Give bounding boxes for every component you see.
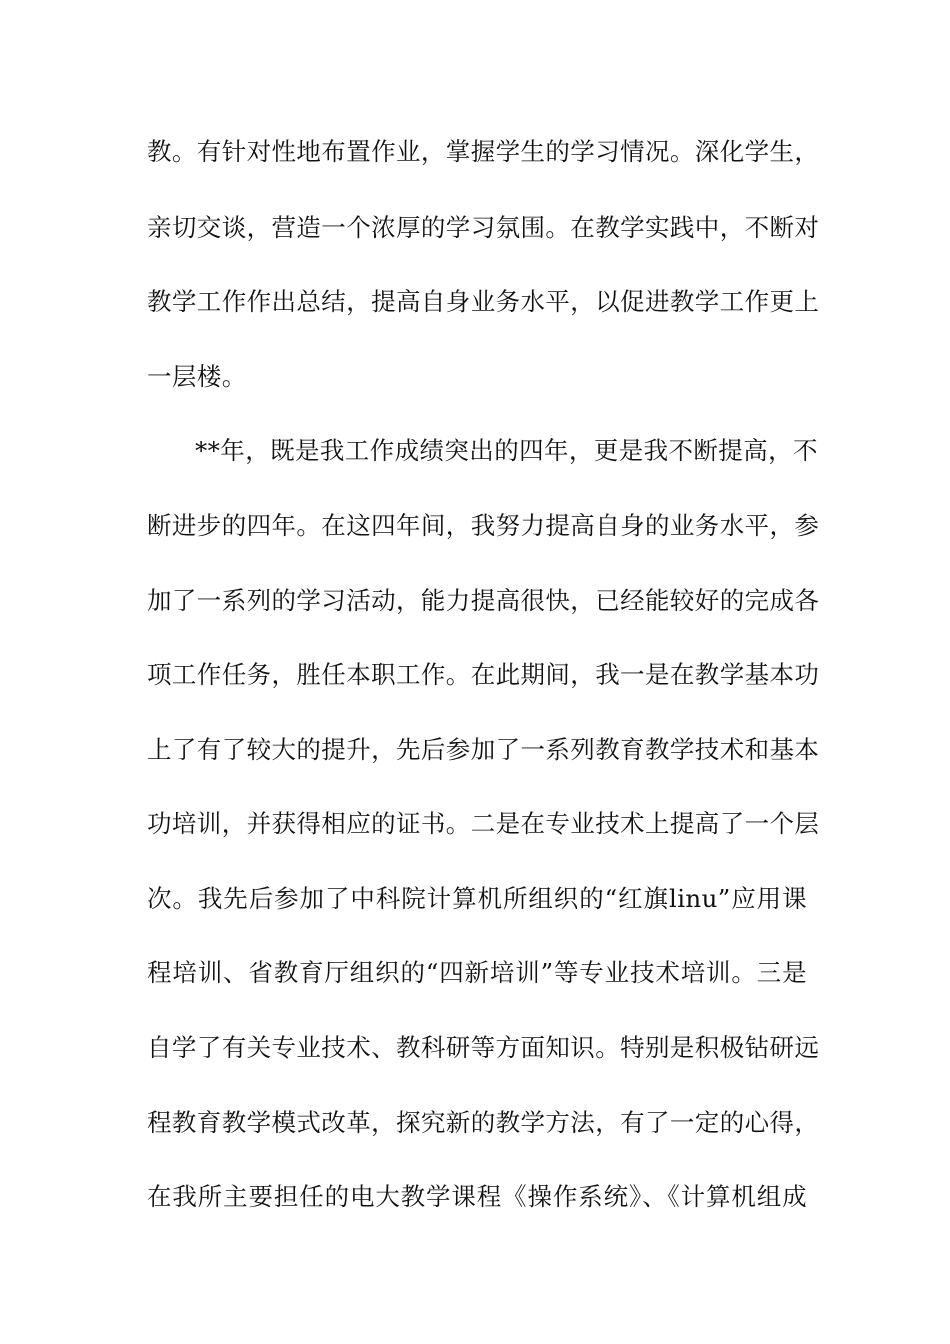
- text-line: 程培训、省教育厅组织的“四新培训”等专业技术培训。三是: [147, 958, 807, 987]
- text-line: 教学工作作出总结，提高自身业务水平，以促进教学工作更上: [147, 287, 820, 316]
- text-line: 功培训，并获得相应的证书。二是在专业技术上提高了一个层: [147, 809, 820, 838]
- paragraph-first-line: **年，既是我工作成绩突出的四年，更是我不断提高，不: [195, 436, 818, 465]
- text-line: 项工作任务，胜任本职工作。在此期间，我一是在教学基本功: [147, 660, 820, 689]
- text-line: 断进步的四年。在这四年间，我努力提高自身的业务水平，参: [147, 511, 820, 540]
- text-line: 在我所主要担任的电大教学课程《操作系统》、《计算机组成: [147, 1182, 807, 1211]
- text-line: 自学了有关专业技术、教科研等方面知识。特别是积极钻研远: [147, 1033, 820, 1062]
- text-line: 教。有针对性地布置作业，掌握学生的学习情况。深化学生，: [147, 137, 820, 166]
- text-line: 次。我先后参加了中科院计算机所组织的“红旗linu”应用课: [147, 884, 807, 913]
- text-line: 一层楼。: [147, 362, 247, 391]
- text-line: 亲切交谈，营造一个浓厚的学习氛围。在教学实践中，不断对: [147, 213, 820, 242]
- text-line: 程教育教学模式改革，探究新的教学方法，有了一定的心得，: [147, 1108, 820, 1137]
- text-line: 加了一系列的学习活动，能力提高很快，已经能较好的完成各: [147, 586, 820, 615]
- text-line: 上了有了较大的提升，先后参加了一系列教育教学技术和基本: [147, 735, 820, 764]
